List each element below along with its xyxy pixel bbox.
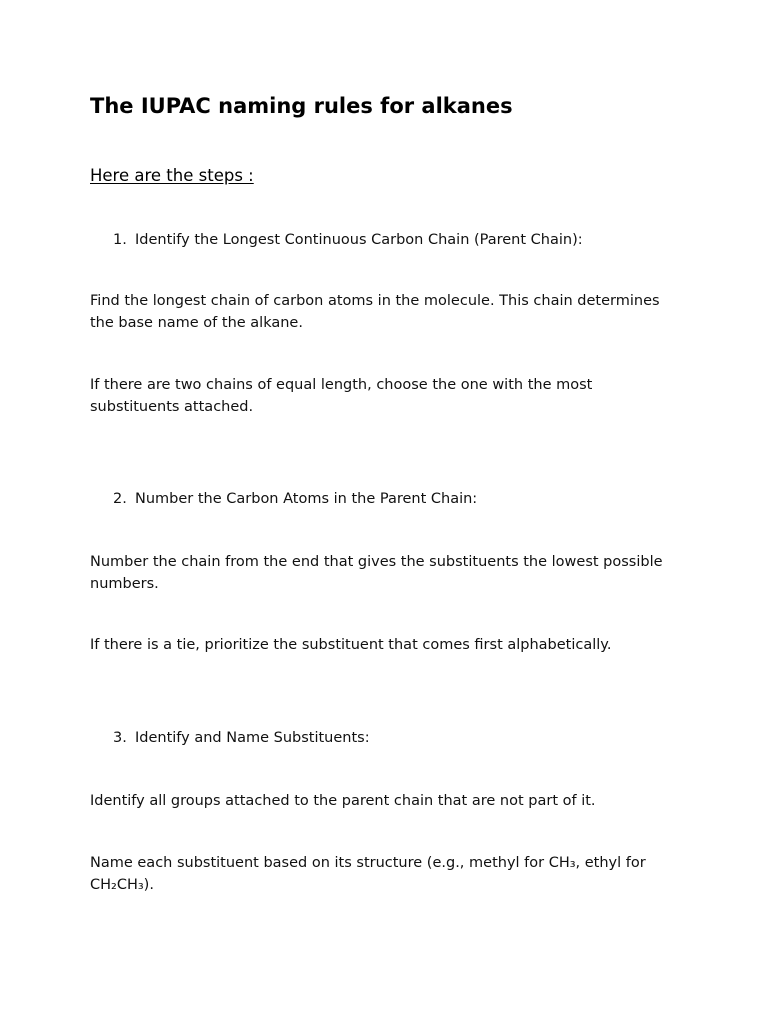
step-1-heading [113, 230, 583, 250]
step-2-paragraph-2: If there is a tie, prioritize the substituent that comes first alphabetically. [90, 637, 612, 653]
step-1-paragraph-2: If there are two chains of equal length, choose the one with the most substituents attached. [90, 377, 593, 415]
step-2-number: 2. [113, 491, 127, 507]
document-title: The IUPAC naming rules for alkanes [90, 94, 513, 118]
step-1-number: 1. [113, 232, 127, 248]
step-3-paragraph-2: Name each substituent based on its structure (e.g., methyl for CH₃, ethyl for CH₂CH₃). [90, 855, 646, 893]
step-2-heading-text: Number the Carbon Atoms in the Parent Chain: [135, 491, 478, 507]
step-2-heading [113, 489, 477, 509]
steps-subheading: Here are the steps : [90, 166, 254, 185]
step-2-paragraph-1: Number the chain from the end that gives the substituents the lowest possible numbers. [90, 554, 663, 592]
step-1-heading-text: Identify the Longest Continuous Carbon Chain (Parent Chain): [135, 232, 583, 248]
step-3-number: 3. [113, 730, 127, 746]
step-3-heading [113, 728, 370, 748]
step-1-paragraph-1: Find the longest chain of carbon atoms in the molecule. This chain determines the base name of the alkane. [90, 293, 660, 331]
step-3-paragraph-1: Identify all groups attached to the parent chain that are not part of it. [90, 793, 596, 809]
step-3-heading-text: Identify and Name Substituents: [135, 730, 370, 746]
